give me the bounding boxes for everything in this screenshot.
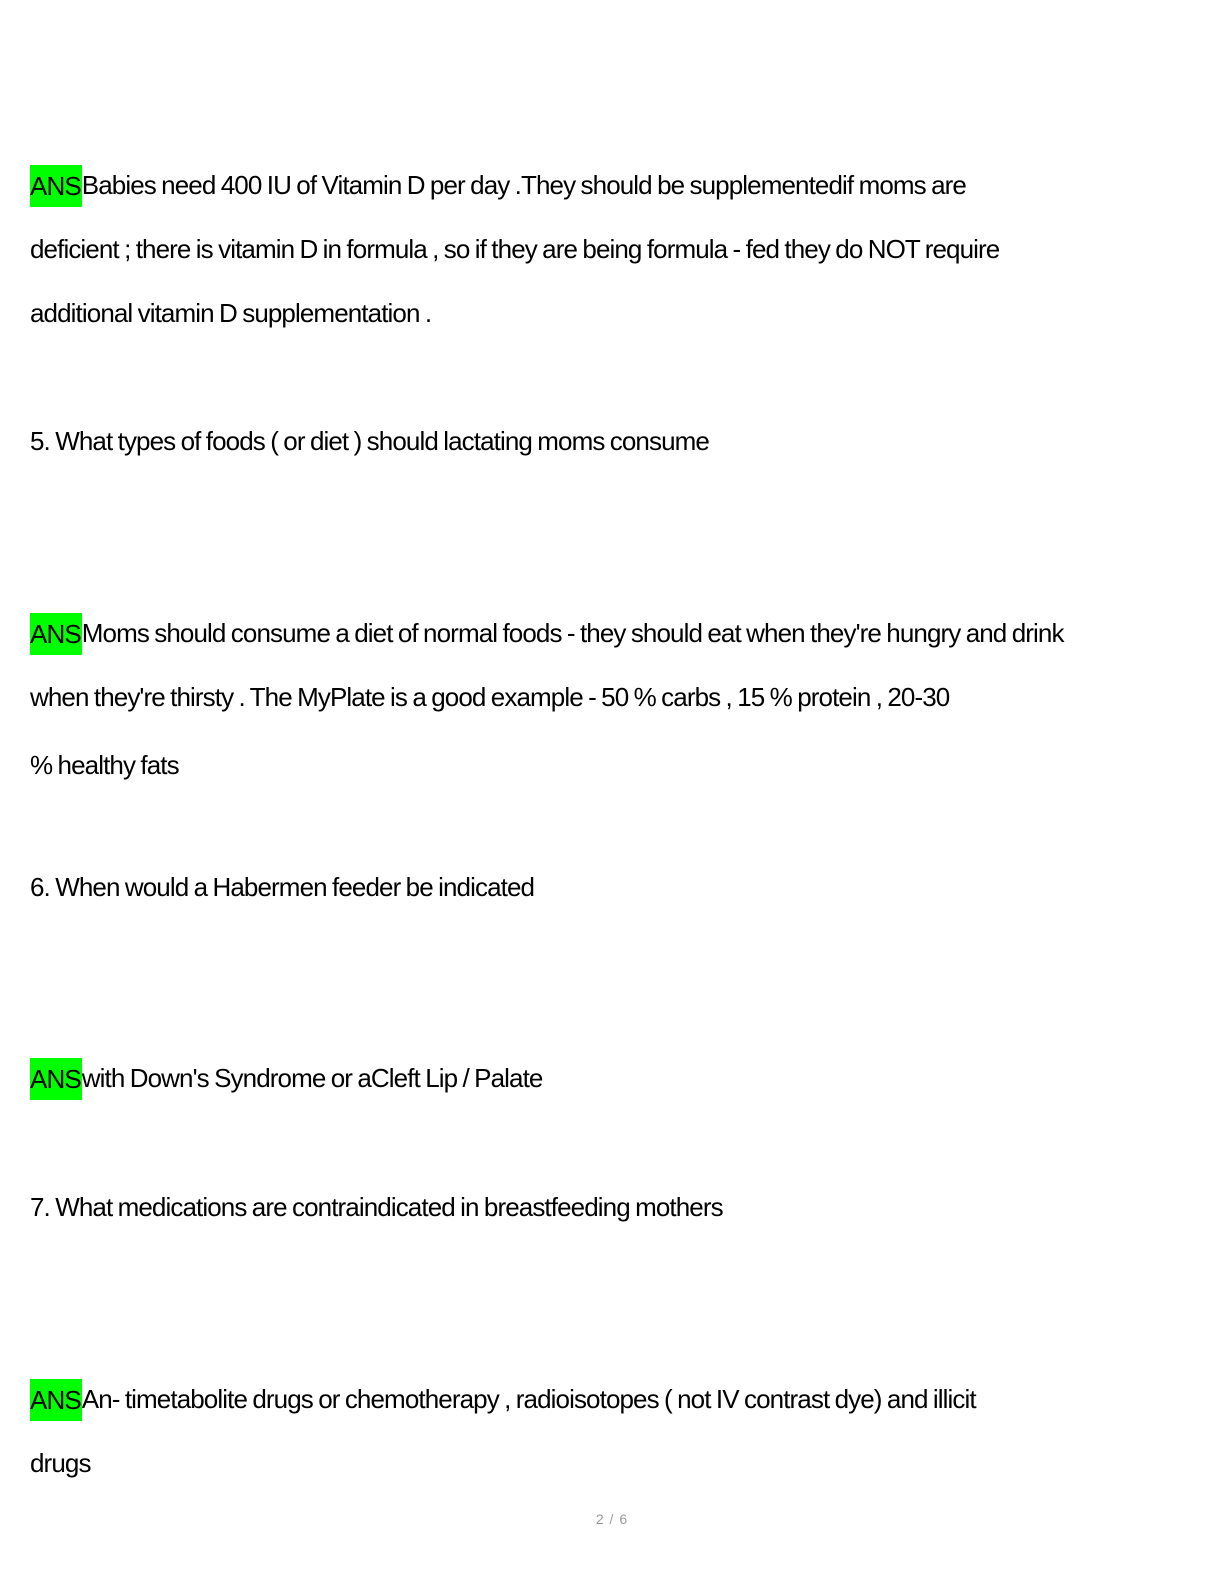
answer-continuation: when they're thirsty . The MyPlate is a good example - 50 % carbs , 15 % protein , 20-30 [30, 682, 950, 712]
page-number: 2 / 6 [595, 1511, 629, 1527]
question-6: 6. When would a Habermen feeder be indicated [30, 872, 535, 902]
answer-continuation: % healthy fats [30, 750, 179, 780]
answer-text: Babies need 400 IU of Vitamin D per day .They should be supplementedif moms are [81, 170, 966, 200]
answer-text: with Down's Syndrome or aCleft Lip / Palate [81, 1063, 543, 1093]
answer-tag: ANS [30, 165, 82, 207]
answer-tag: ANS [30, 1379, 82, 1421]
answer-line [30, 614, 1064, 652]
question-7: 7. What medications are contraindicated in breastfeeding mothers [30, 1192, 723, 1222]
answer-line [30, 166, 966, 204]
answer-tag: ANS [30, 613, 82, 655]
answer-tag: ANS [30, 1058, 82, 1100]
answer-text: Moms should consume a diet of normal foods - they should eat when they're hungry and drink [81, 618, 1064, 648]
answer-continuation: drugs [30, 1448, 91, 1478]
answer-continuation: additional vitamin D supplementation . [30, 298, 432, 328]
answer-text: An- timetabolite drugs or chemotherapy , radioisotopes ( not IV contrast dye) and illicit [81, 1384, 976, 1414]
answer-line [30, 1380, 976, 1418]
answer-line [30, 1059, 542, 1097]
answer-continuation: deficient ; there is vitamin D in formula , so if they are being formula - fed they do NOT require [30, 234, 1000, 264]
question-5: 5. What types of foods ( or diet ) should lactating moms consume [30, 426, 709, 456]
